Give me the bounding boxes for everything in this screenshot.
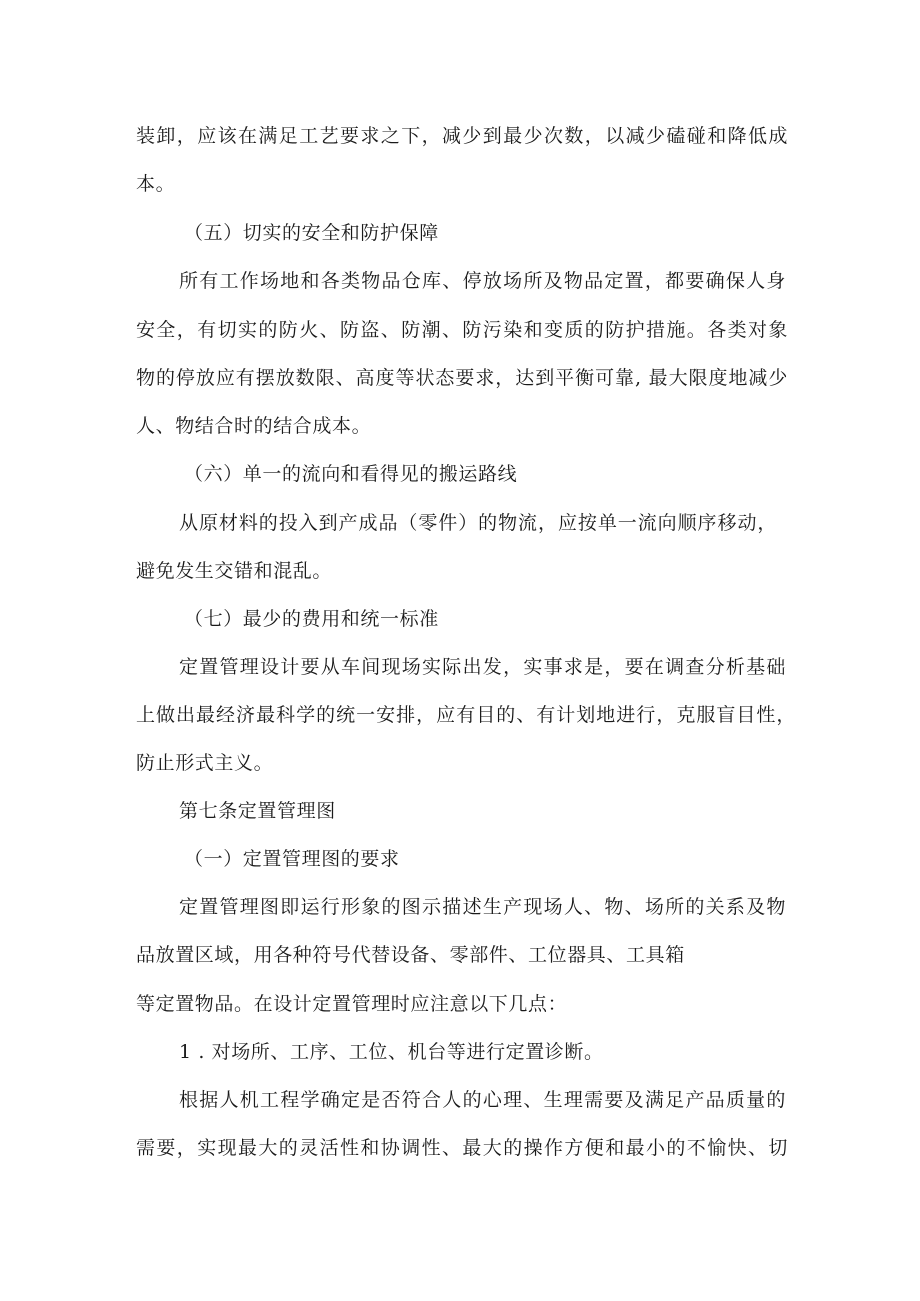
paragraph-line: 安全，有切实的防火、防盗、防潮、防污染和变质的防护措施。各类对象: [136, 319, 788, 341]
paragraph-line: 定置管理图即运行形象的图示描述生产现场人、物、场所的关系及物: [179, 896, 786, 918]
list-item: 1 . 对场所、工序、工位、机台等进行定置诊断。: [179, 1041, 604, 1063]
paragraph-line: 防止形式主义。: [136, 752, 274, 774]
paragraph-line: 装卸，应该在满足工艺要求之下，减少到最少次数，以减少磕碰和降低成: [136, 125, 788, 147]
section-heading: （七）最少的费用和统一标准: [184, 608, 439, 630]
paragraph-line: 需要，实现最大的灵活性和协调性、最大的操作方便和最小的不愉快、切: [136, 1137, 788, 1159]
paragraph-line: 根据人机工程学确定是否符合人的心理、生理需要及满足产品质量的: [179, 1089, 786, 1111]
section-heading: （五）切实的安全和防护保障: [184, 222, 439, 244]
paragraph-line: 所有工作场地和各类物品仓库、停放场所及物品定置，都要确保人身: [179, 270, 786, 292]
section-heading: （一）定置管理图的要求: [184, 848, 400, 870]
section-heading: （六）单一的流向和看得见的搬运路线: [184, 463, 518, 485]
paragraph-line: 等定置物品。在设计定置管理时应注意以下几点：: [136, 993, 568, 1015]
paragraph-line: 品放置区域，用各种符号代替设备、零部件、工位器具、工具箱: [136, 944, 685, 966]
paragraph-line: 定置管理设计要从车间现场实际出发，实事求是，要在调查分析基础: [179, 656, 786, 678]
paragraph-line: 人、物结合时的结合成本。: [136, 415, 372, 437]
paragraph-line: 物的停放应有摆放数限、高度等状态要求，达到平衡可靠, 最大限度地减少: [136, 367, 788, 389]
paragraph-line: 避免发生交错和混乱。: [136, 560, 333, 582]
paragraph-line: 上做出最经济最科学的统一安排，应有目的、有计划地进行，克服盲目性，: [136, 704, 796, 726]
paragraph-line: 本。: [136, 173, 176, 195]
article-heading: 第七条定置管理图: [179, 800, 336, 822]
paragraph-line: 从原材料的投入到产成品（零件）的物流，应按单一流向顺序移动，: [179, 512, 777, 534]
